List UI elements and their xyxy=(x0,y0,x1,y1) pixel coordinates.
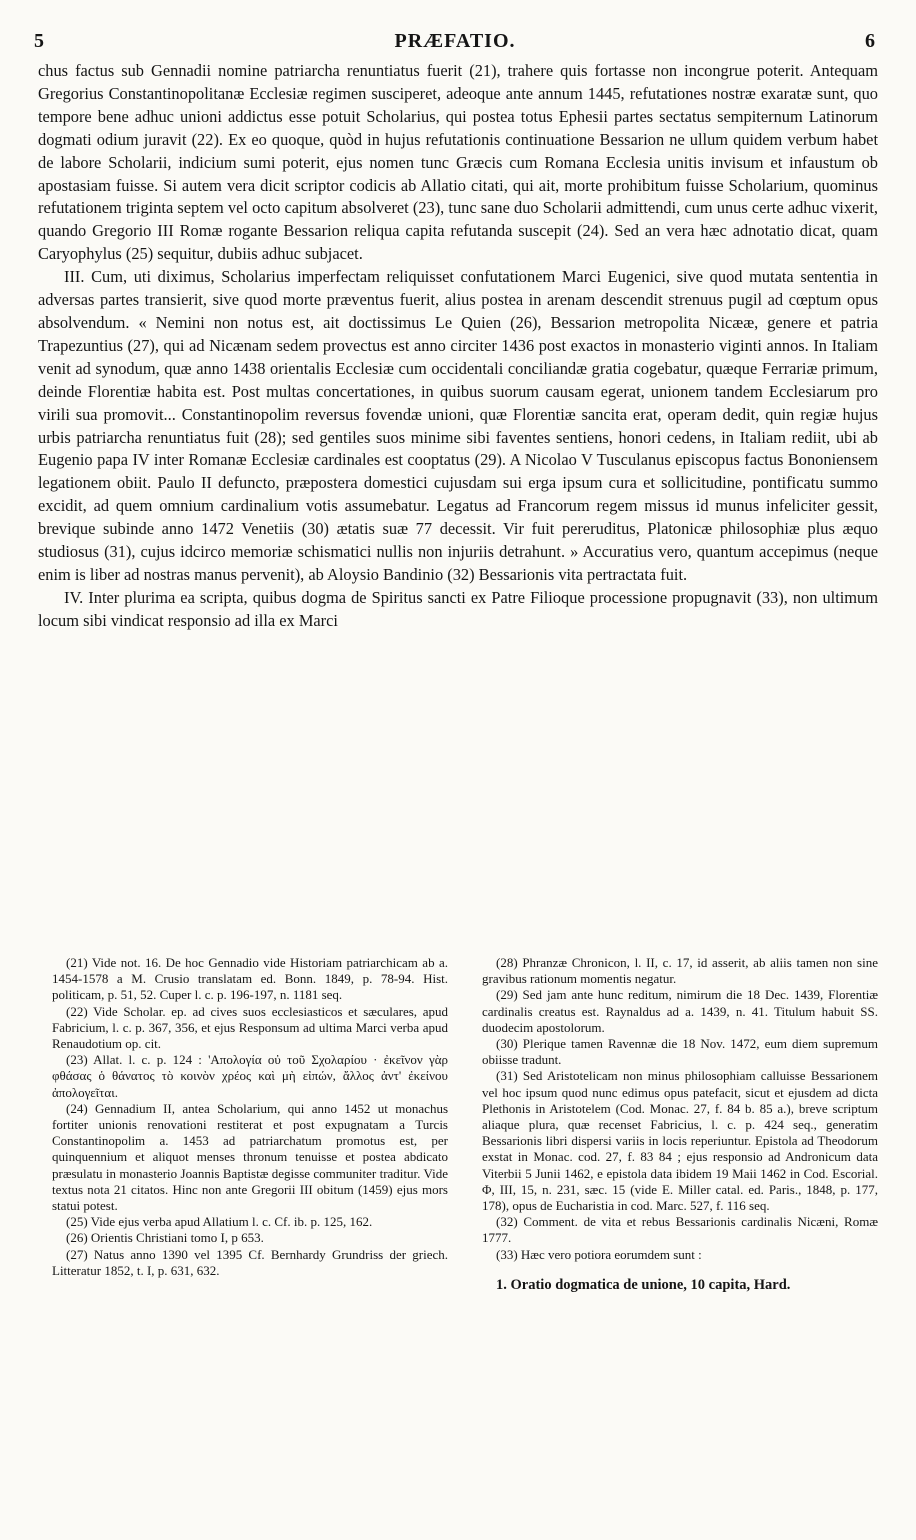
footnote-28: (28) Phranzæ Chronicon, l. II, c. 17, id asserit, ab aliis tamen non sine gravibus rationum momentis negatur. xyxy=(482,955,878,987)
page-header xyxy=(34,30,876,60)
footnote-30: (30) Plerique tamen Ravennæ die 18 Nov. 1472, eum diem supremum obiisse tradunt. xyxy=(482,1036,878,1068)
footnote-21: (21) Vide not. 16. De hoc Gennadio vide Historiam patriarchicam ab a. 1454-1578 a M. Crusio translatam ed. Bonn. 1849, p. 78-94. Hist. politicam, p. 51, 52. Cuper l. c. p. 196-197, n. 1181 seq. xyxy=(52,955,448,1003)
paragraph-section-iii: III. Cum, uti diximus, Scholarius imperfectam reliquisset confutationem Marci Eugenici, sive quod mutata sententia in adversas partes transierit, sive quod morte præventus fuerit, alius postea in arenam descendit strenuus pugil ad cœptum opus absolvendum. « Nemini non notus est, ait doctissimus Le Quien (26), Bessarion metropolita Nicææ, genere et patria Trapezuntius (27), qui ad Nicænam sedem provectus est anno circiter 1436 post exactos in monasterio viginti annos. In Italiam venit ad synodum, quæ anno 1438 orientalis Ecclesiæ cum occidentali conciliandæ gratia cogebatur, quæque Ferrariæ primum, deinde Florentiæ habita est. Post multas concertationes, in quibus suorum causam egerat, unionem tandem Ecclesiarum pro virili sua promovit... Constantinopolim reversus fovendæ unioni, quæ Florentiæ sancita erat, operam dedit, quin regiæ hujus urbis patriarcha renuntiatus fuit (28); sed gentiles suos minime sibi faventes sentiens, honori cedens, in Italiam rediit, ubi ab Eugenio papa IV inter Romanæ Ecclesiæ cardinales est cooptatus (29). A Nicolao V Tusculanus episcopus factus Bononiensem legationem obiit. Paulo II defuncto, præpostera domestici cujusdam sui erga ipsum cura et sollicitudine, pontificatu summo excidit, ad quem omnium cardinalium votis assumebatur. Legatus ad Francorum regem missus id munus infeliciter gessit, brevique subinde anno 1472 Venetiis (30) ætatis suæ 77 decessit. Vir fuit pereruditus, Platonicæ philosophiæ plus æquo studiosus (31), cujus idcirco memoriæ schismatici nullis non injuriis detrahunt. » Accuratius vero, quantum accepimus (neque enim is liber ad nostras manus pervenit), ab Aloysio Bandinio (32) Bessarionis vita pertractata fuit. xyxy=(38,267,878,584)
footnote-25: (25) Vide ejus verba apud Allatium l. c. Cf. ib. p. 125, 162. xyxy=(66,1214,373,1230)
footnote-32: (32) Comment. de vita et rebus Bessarionis cardinalis Nicæni, Romæ 1777. xyxy=(482,1214,878,1246)
footnotes-left-column xyxy=(52,955,448,1308)
footnote-33: (33) Hæc vero potiora eorumdem sunt : xyxy=(496,1246,702,1262)
paragraph-section-iv: IV. Inter plurima ea scripta, quibus dogma de Spiritus sancti ex Patre Filioque processione propugnavit (33), non ultimum locum sibi vindicat responsio ad illa ex Marci xyxy=(38,587,878,630)
footnote-22: (22) Vide Scholar. ep. ad cives suos ecclesiasticos et sæculares, apud Fabricium, l. c. p. 367, 356, et ejus Responsum ad ultima Marci verba apud Renaudotium op. cit. xyxy=(52,1003,448,1052)
footnote-24: (24) Gennadium II, antea Scholarium, qui anno 1452 ut monachus fortiter unionis renovationi restiterat et post expugnatam a Turcis Constantinopolim a. 1453 ad patriarchatum promotus est, per quinquennium et aliquot menses thronum tenuisse et postea abdicato præsulatu in monasterio Joannis Baptistæ degisse communiter traditur. Vide textus nota 21 citatos. Hinc non ante Gregorii III obitum (1459) ejus mors statui potest. xyxy=(52,1100,448,1214)
page-number-right: 6 xyxy=(865,30,876,52)
footnote-26: (26) Orientis Christiani tomo I, p 653. xyxy=(66,1230,264,1246)
footnote-29: (29) Sed jam ante hunc reditum, nimirum die 18 Dec. 1439, Florentiæ cardinalis creatus est. Raynaldus ad a. 1439, n. 41. Titulum habuit SS. duodecim apostolorum. xyxy=(482,987,878,1035)
page-number-left: 5 xyxy=(34,30,45,52)
footnote-27: (27) Natus anno 1390 vel 1395 Cf. Bernhardy Grundriss der griech. Litteratur 1852, t. I, p. 631, 632. xyxy=(52,1246,448,1278)
footnote-23: (23) Allat. l. c. p. 124 : 'Απολογία οὐ τοῦ Σχολαρίου · ἐκεῖνον γὰρ φθάσας ὁ θάνατος τὸ κοινὸν χρέος καὶ μὴ εἰπών, ἄλλος ἀντ' ἐκείνου ἀπολογεῖται. xyxy=(52,1052,448,1100)
paragraph-continuation: chus factus sub Gennadii nomine patriarcha renuntiatus fuerit (21), trahere quis fortasse non incongrue poterit. Antequam Gregorius Constantinopolitanæ Ecclesiæ regimen susciperet, adeoque ante annum 1445, refutationes nostræ exaratæ sunt, quo tempore bene adhuc unioni addictus esse potuit Scholarius, qui postea totus Ephesii partes sectatus sempiternum Latinorum dogmati odium juravit (22). Ex eo quoque, quòd in hujus refutationis continuatione Bessarion ne ullum quidem verbum habet de labore Scholarii, indicium sumi poterit, ejus nomen tunc Græcis cum Romana Ecclesia unitis invisum et infaustum ob apostasiam fuisse. Si autem vera dicit scriptor codicis ab Allatio citati, qui ait, morte prohibitum fuisse Scholarium, quominus refutationem triginta septem vel octo capitum absolveret (23), tunc sane duo Scholarii admittendi, cum unus certe adhuc vixerit, quando Gregorio III Romæ rogante Bessarion reliqua capita refutanda suscepit (24). Sed an vera hæc adnotatio dicat, quam Caryophylus (25) sequitur, dubiis adhuc subjacet. xyxy=(38,61,878,264)
footnotes xyxy=(52,955,878,1308)
running-title: PRÆFATIO. xyxy=(394,30,516,52)
footnote-list-item: 1. Oratio dogmatica de unione, 10 capita, Hard. xyxy=(496,1276,791,1293)
main-text xyxy=(38,60,878,633)
footnote-31: (31) Sed Aristotelicam non minus philosophiam calluisse Bessarionem vel hoc ipsum quod nunc edimus opus patefacit, sicut et ejusdem ad dicta Plethonis in Aristotelem (Cod. Monac. 27, f. 84 b. 85 a.), breve scriptum aliaque plura, quæ recenset Fabricius, l. c. p. 424 seq., generatim Bessarionis libri dispersi variis in locis reperiuntur. Epistola ad Theodorum exstat in Monac. cod. 27, f. 83 84 ; ejus responsio ad Andronicum data Viterbii 5 Junii 1462, e epistola data ibidem 19 Maii 1462 in Cod. Escorial. Φ, III, 15, n. 231, sæc. 15 (vide E. Miller catal. ed. Paris., 1848, p. 177, 178), opus de Eucharistia in cod. Marc. 527, f. 116 seq. xyxy=(482,1068,878,1214)
footnotes-right-column xyxy=(482,955,878,1308)
